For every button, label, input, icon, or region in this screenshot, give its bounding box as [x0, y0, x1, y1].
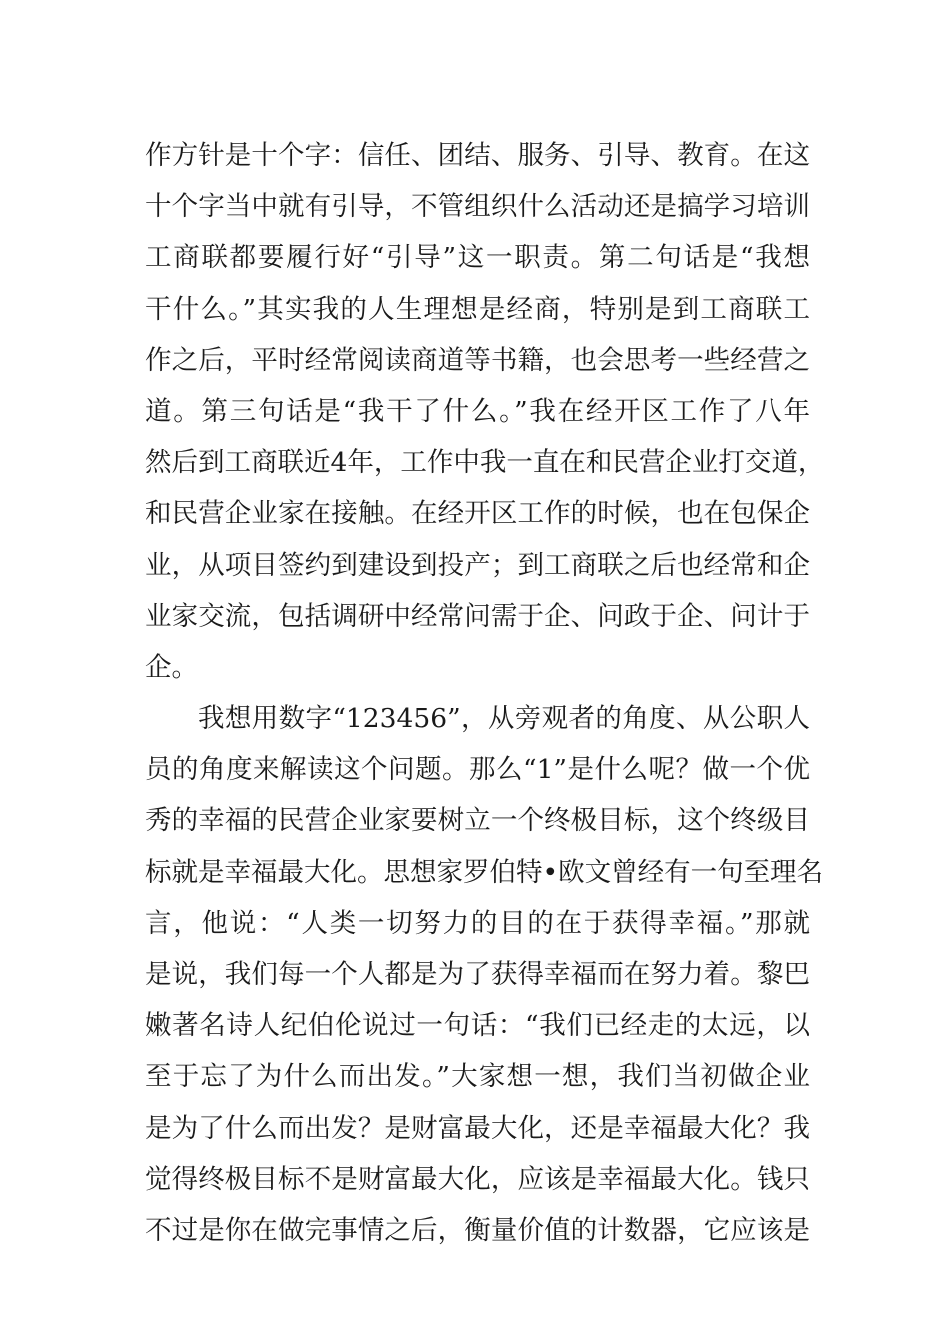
- text-line: 至于忘了为什么而出发。”大家想一想，我们当初做企业: [145, 1061, 810, 1093]
- paragraph-2: [145, 693, 824, 1256]
- text-line: 言，他说：“人类一切努力的目的在于获得幸福。”那就: [145, 907, 810, 939]
- text-line: 我想用数字“123456”，从旁观者的角度、从公职人: [198, 703, 810, 735]
- text-line: 嫩著名诗人纪伯伦说过一句话：“我们已经走的太远，以: [145, 1010, 810, 1042]
- text-line: 标就是幸福最大化。思想家罗伯特•欧文曾经有一句至理名: [145, 856, 824, 888]
- text-line: 然后到工商联近4年，工作中我一直在和民营企业打交道，: [145, 447, 825, 479]
- text-line: 道。第三句话是“我干了什么。”我在经开区工作了八年: [145, 395, 810, 427]
- text-line: 业，从项目签约到建设到投产；到工商联之后也经常和企: [145, 549, 810, 581]
- text-line: 是说，我们每一个人都是为了获得幸福而在努力着。黎巴: [145, 959, 810, 990]
- text-line: 和民营企业家在接触。在经开区工作的时候，也在包保企: [145, 498, 810, 530]
- text-line: 业家交流，包括调研中经常问需于企、问政于企、问计于: [145, 600, 810, 632]
- paragraph-1: [145, 130, 825, 693]
- text-line: 作方针是十个字：信任、团结、服务、引导、教育。在这: [145, 140, 810, 171]
- text-line: 不过是你在做完事情之后，衡量价值的计数器，它应该是: [145, 1214, 810, 1246]
- text-line: 干什么。”其实我的人生理想是经商，特别是到工商联工: [145, 293, 810, 325]
- text-line: 企。: [145, 651, 198, 683]
- document-body: [145, 130, 825, 1256]
- text-line: 秀的幸福的民营企业家要树立一个终极目标，这个终级目: [145, 805, 810, 837]
- text-line: 员的角度来解读这个问题。那么“1”是什么呢？做一个优: [145, 754, 810, 786]
- text-line: 觉得终极目标不是财富最大化，应该是幸福最大化。钱只: [145, 1163, 810, 1195]
- text-line: 作之后，平时经常阅读商道等书籍，也会思考一些经营之: [145, 344, 810, 376]
- text-line: 十个字当中就有引导，不管组织什么活动还是搞学习培训: [145, 191, 810, 223]
- text-line: 是为了什么而出发？是财富最大化，还是幸福最大化？我: [145, 1112, 810, 1144]
- text-line: 工商联都要履行好“引导”这一职责。第二句话是“我想: [145, 242, 810, 274]
